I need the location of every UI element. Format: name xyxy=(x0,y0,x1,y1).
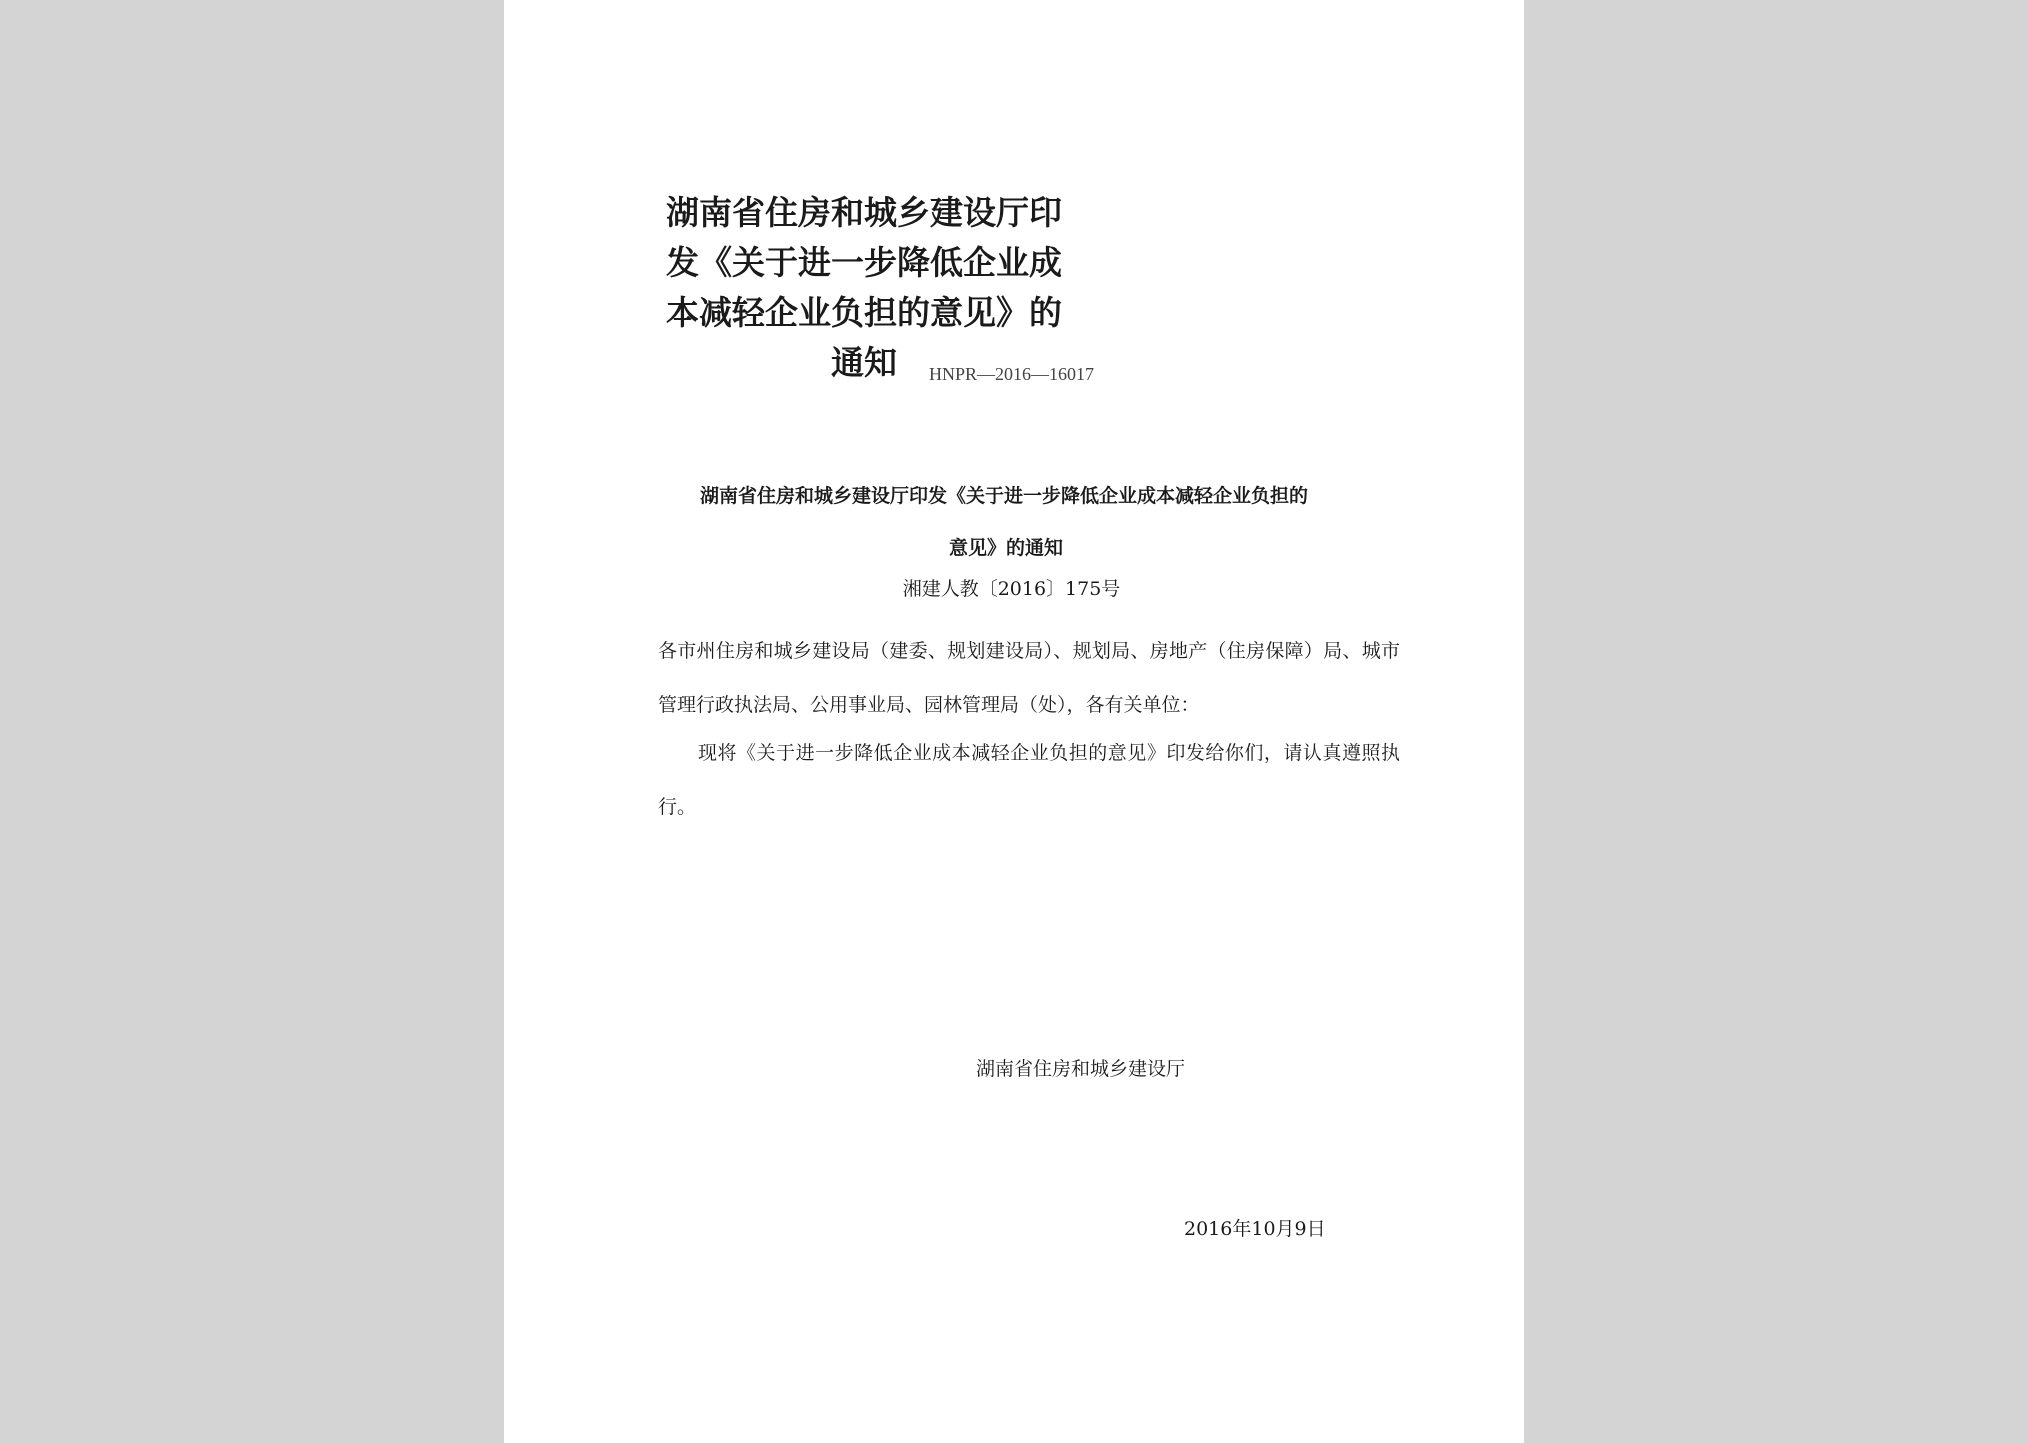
issue-date: 2016年10月9日 xyxy=(1184,1218,1326,1240)
body-title-line-2: 意见》的通知 xyxy=(948,537,1063,559)
body-title-line-1: 湖南省住房和城乡建设厅印发《关于进一步降低企业成本减轻企业负担的 xyxy=(700,485,1309,507)
issuer-name: 湖南省住房和城乡建设厅 xyxy=(976,1058,1186,1080)
document-title: 湖南省住房和城乡建设厅印发《关于进一步降低企业成本减轻企业负担的意见》的通知 xyxy=(666,193,1062,382)
document-code: HNPR—2016—16017 xyxy=(928,364,1094,384)
document-number: 湘建人教〔2016〕175号 xyxy=(902,578,1121,600)
addressee-text: 各市州住房和城乡建设局（建委、规划建设局）、规划局、房地产（住房保障）局、城市管理行政执法局、公用事业局、园林管理局（处），各有关单位： xyxy=(658,640,1400,716)
document-page xyxy=(504,0,1524,1443)
body-title xyxy=(700,470,1468,574)
body-paragraph: 现将《关于进一步降低企业成本减轻企业负担的意见》印发给你们，请认真遵照执行。 xyxy=(658,742,1400,818)
